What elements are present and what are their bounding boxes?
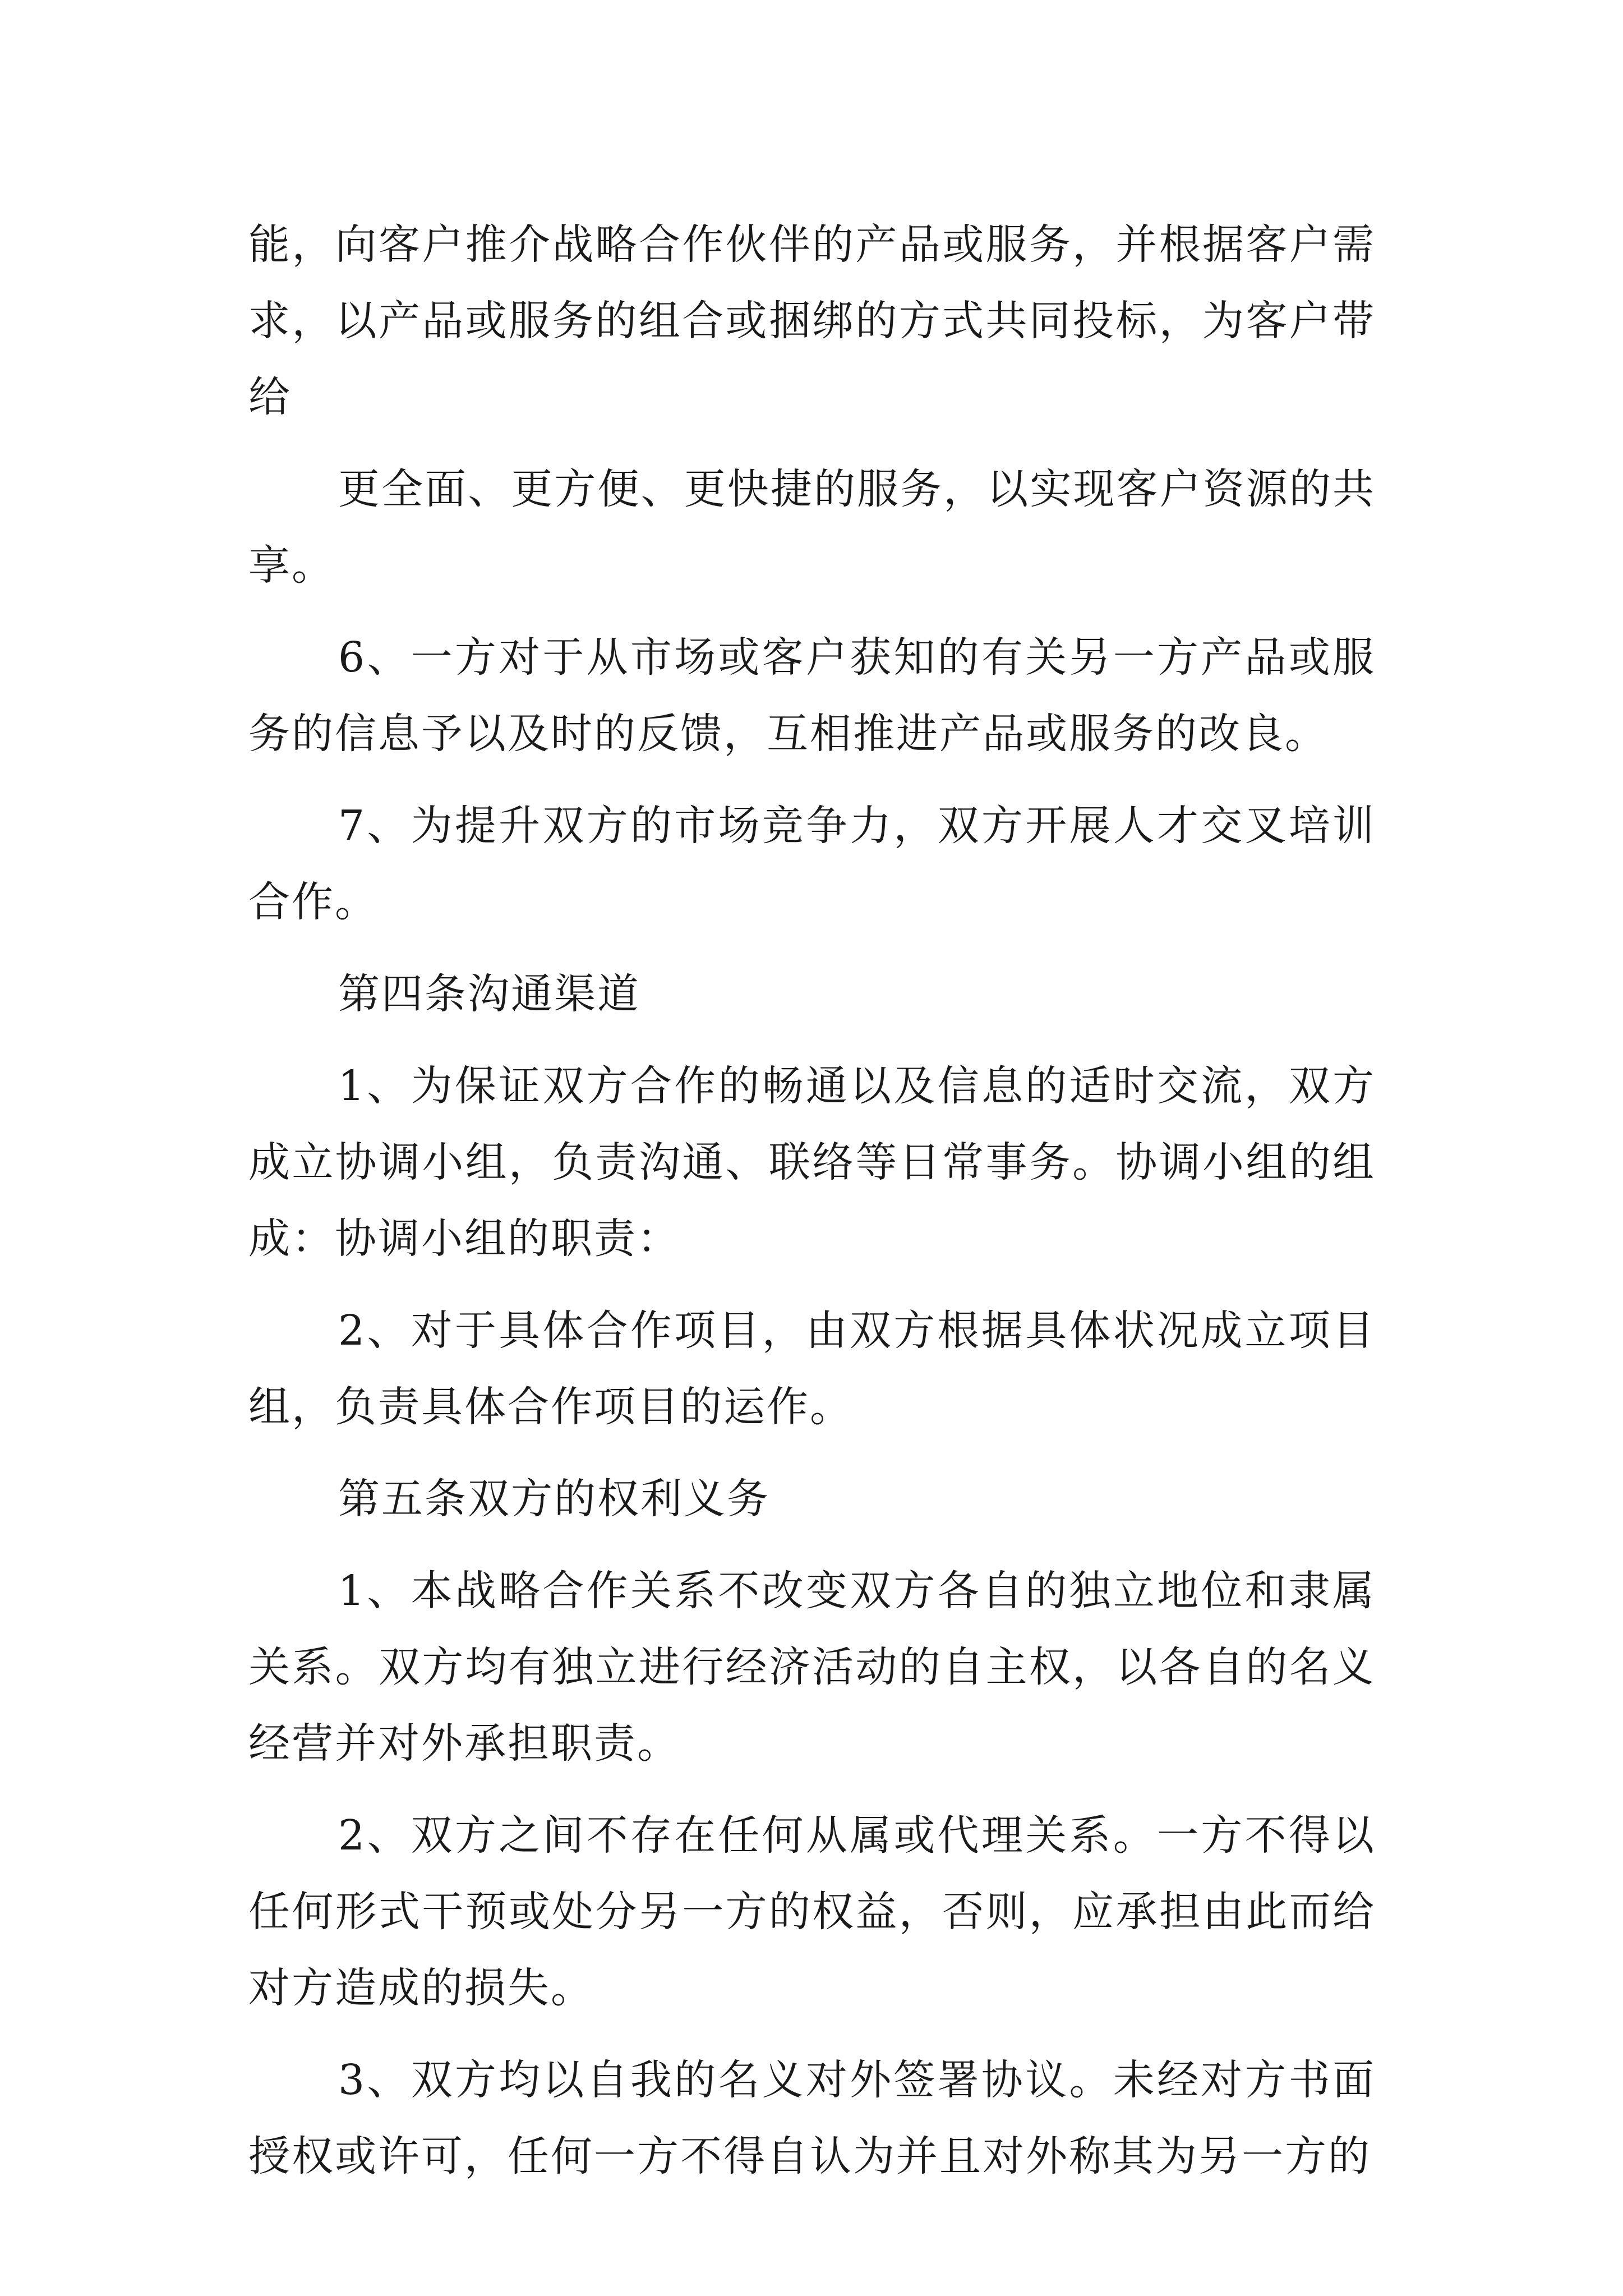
paragraph-section5-item-1: 1、本战略合作关系不改变双方各自的独立地位和隶属关系。双方均有独立进行经济活动的自主权，以各自的名义经营并对外承担职责。: [248, 1567, 1376, 1768]
paragraph-section4-item-1: 1、为保证双方合作的畅通以及信息的适时交流，双方成立协调小组，负责沟通、联络等日常事务。协调小组的组成：协调小组的职责：: [248, 1062, 1376, 1263]
paragraph-continuation-2: 更全面、更方便、更快捷的服务，以实现客户资源的共享。: [248, 465, 1376, 590]
paragraph-section5-item-3: 3、双方均以自我的名义对外签署协议。未经对方书面授权或许可，任何一方不得自认为并且对外称其为另一方的: [248, 2056, 1376, 2180]
section-heading-4: 第四条沟通渠道: [338, 970, 640, 1018]
paragraph-item-7: 7、为提升双方的市场竞争力，双方开展人才交叉培训合作。: [248, 802, 1376, 926]
paragraph-section5-item-2: 2、双方之间不存在任何从属或代理关系。一方不得以任何形式干预或处分另一方的权益，否则，应承担由此而给对方造成的损失。: [248, 1811, 1376, 2012]
paragraph-section4-item-2: 2、对于具体合作项目，由双方根据具体状况成立项目组，负责具体合作项目的运作。: [248, 1306, 1376, 1431]
document-body: [248, 206, 1376, 2194]
section-heading-5: 第五条双方的权利义务: [338, 1475, 770, 1523]
paragraph-continuation: 能，向客户推介战略合作伙伴的产品或服务，并根据客户需求，以产品或服务的组合或捆绑的方式共同投标，为客户带给: [248, 220, 1376, 421]
paragraph-item-6: 6、一方对于从市场或客户获知的有关另一方产品或服务的信息予以及时的反馈，互相推进产品或服务的改良。: [248, 633, 1376, 758]
